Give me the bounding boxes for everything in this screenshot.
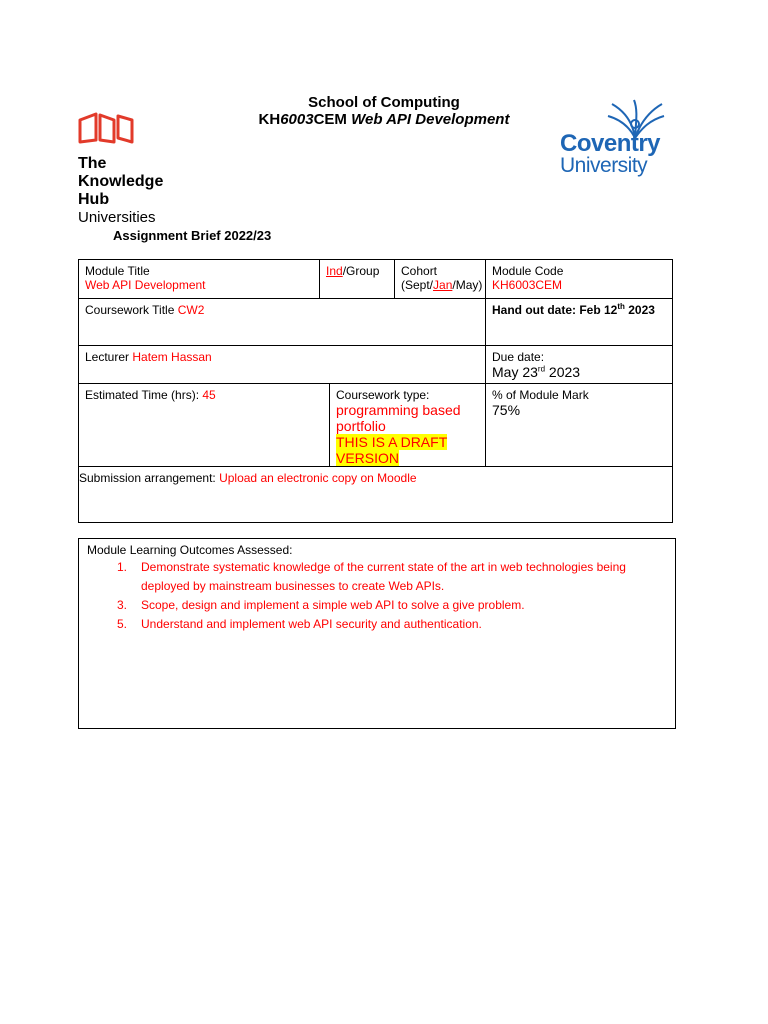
module-heading-name: Web API Development: [351, 111, 510, 128]
coursework-title-cell: [78, 298, 486, 346]
learning-outcome-item: 5. Understand and implement web API security and authentication.: [117, 617, 482, 631]
module-mark-value: 75%: [492, 402, 521, 418]
module-title-value: Web API Development: [85, 278, 206, 292]
coursework-title-value: CW2: [177, 303, 205, 317]
knowledge-hub-logo: [78, 112, 163, 227]
submission-label: Submission arrangement:: [79, 471, 220, 485]
learning-outcomes-title: Module Learning Outcomes Assessed:: [87, 543, 293, 557]
module-heading: KH6003CEM Web API Development: [258, 111, 510, 128]
due-date-value: May 23rd 2023: [492, 364, 581, 380]
group-label: /Group: [342, 264, 380, 278]
kh-logo-line-3: Hub: [78, 191, 110, 208]
module-title-cell: [78, 259, 320, 299]
cohort-selected: Jan: [433, 278, 453, 292]
cohort-label: Cohort: [401, 264, 438, 278]
estimated-time-cell: [78, 383, 330, 467]
due-date-cell: [485, 345, 673, 384]
ind-group-cell: [319, 259, 395, 299]
coursework-type-cell: [329, 383, 486, 467]
lecturer-label: Lecturer: [85, 350, 133, 364]
learning-outcome-item: 3. Scope, design and implement a simple web API to solve a give problem.: [117, 598, 525, 612]
kh-logo-line-2: Knowledge: [78, 173, 164, 190]
draft-notice: THIS IS A DRAFT VERSION: [336, 434, 448, 466]
module-title-label: Module Title: [85, 264, 150, 278]
module-code-cell: [485, 259, 673, 299]
module-code-value: KH6003CEM: [492, 278, 563, 292]
module-mark-cell: [485, 383, 673, 467]
lecturer-cell: [78, 345, 486, 384]
coursework-title-label: Coursework Title: [85, 303, 178, 317]
coursework-type-value: programming based portfolio: [336, 402, 461, 434]
module-mark-label: % of Module Mark: [492, 388, 589, 402]
learning-outcome-item: 1. Demonstrate systematic knowledge of the current state of the art in web technologies being deployed by mainstream businesses to create Web APIs.: [117, 560, 626, 593]
coventry-logo-line-2: University: [560, 154, 648, 177]
kh-logo-line-4: Universities: [78, 209, 156, 226]
ind-label: Ind: [326, 264, 343, 278]
submission-value: Upload an electronic copy on Moodle: [219, 471, 417, 485]
coursework-type-label: Coursework type:: [336, 388, 430, 402]
school-name: School of Computing: [308, 94, 460, 111]
assignment-brief-title: Assignment Brief 2022/23: [113, 228, 272, 243]
submission-cell: [78, 466, 673, 523]
due-date-label: Due date:: [492, 350, 545, 364]
kh-logo-line-1: The: [78, 155, 107, 172]
estimated-time-label: Estimated Time (hrs):: [85, 388, 203, 402]
handout-date: Hand out date: Feb 12th 2023: [492, 302, 655, 317]
learning-outcomes-box: [78, 538, 676, 729]
estimated-time-value: 45: [202, 388, 216, 402]
cohort-cell: Cohort (Sept/Jan/May): [394, 259, 486, 299]
lecturer-value: Hatem Hassan: [132, 350, 212, 364]
coventry-logo-line-1: Coventry: [560, 130, 661, 157]
learning-outcomes-list: [87, 558, 651, 634]
handout-date-cell: [485, 298, 673, 346]
knowledge-hub-mark-icon: [78, 112, 134, 146]
module-code-label: Module Code: [492, 264, 564, 278]
